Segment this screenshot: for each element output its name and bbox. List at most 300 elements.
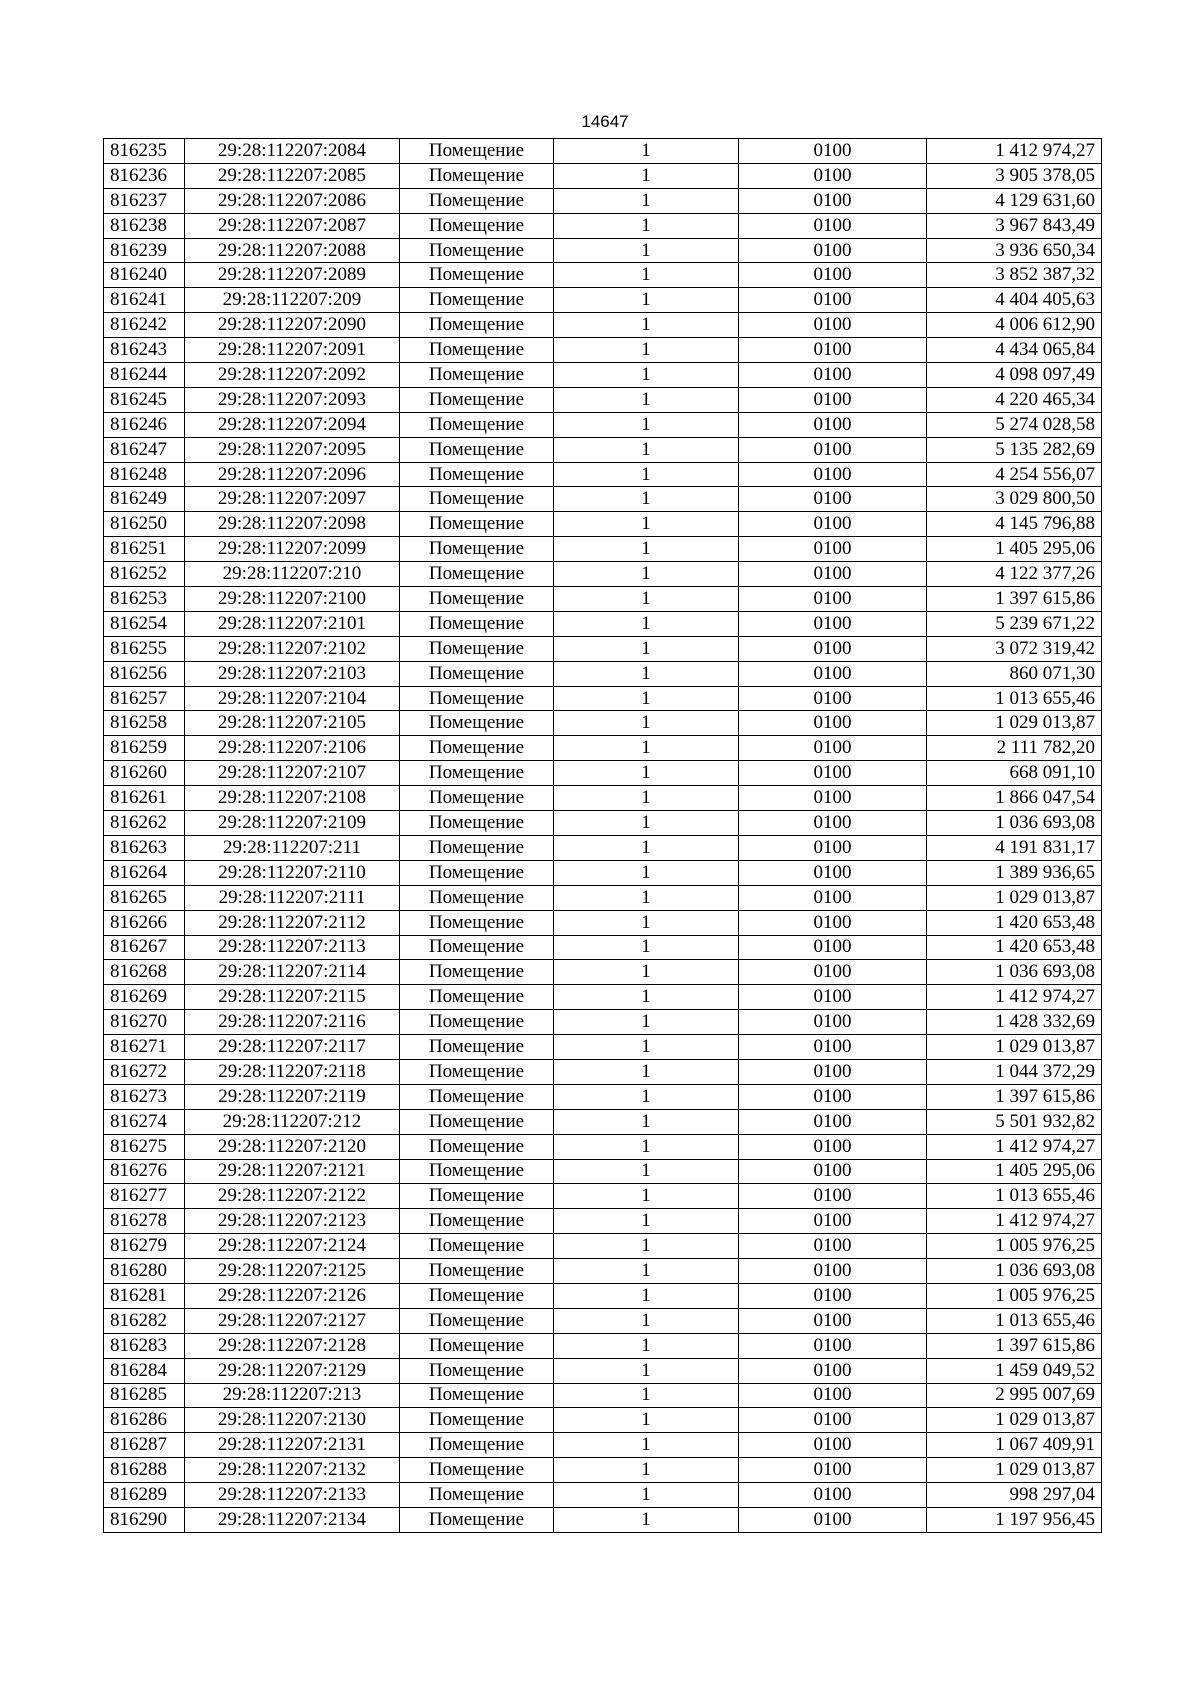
cadastral-cost-cell: 4 122 377,26: [927, 562, 1102, 587]
table-row: [104, 1308, 1102, 1333]
table-row: [104, 611, 1102, 636]
cadastral-number-cell: 29:28:112207:2099: [185, 537, 400, 562]
record-number-cell: 816236: [104, 163, 185, 188]
code-cell: 0100: [739, 1283, 927, 1308]
table-row: [104, 935, 1102, 960]
record-number-cell: 816282: [104, 1308, 185, 1333]
object-type-cell: Помещение: [400, 1358, 554, 1383]
object-type-cell: Помещение: [400, 1184, 554, 1209]
table-row: [104, 313, 1102, 338]
object-type-cell: Помещение: [400, 910, 554, 935]
record-number-cell: 816278: [104, 1209, 185, 1234]
table-row: [104, 1159, 1102, 1184]
quantity-cell: 1: [554, 910, 739, 935]
record-number-cell: 816251: [104, 537, 185, 562]
table-row: [104, 661, 1102, 686]
table-row: [104, 711, 1102, 736]
table-row: [104, 437, 1102, 462]
table-row: [104, 1109, 1102, 1134]
object-type-cell: Помещение: [400, 1084, 554, 1109]
record-number-cell: 816252: [104, 562, 185, 587]
quantity-cell: 1: [554, 1333, 739, 1358]
cadastral-cost-cell: 3 029 800,50: [927, 487, 1102, 512]
table-row: [104, 462, 1102, 487]
table-row: [104, 537, 1102, 562]
quantity-cell: 1: [554, 885, 739, 910]
cadastral-cost-cell: 3 852 387,32: [927, 263, 1102, 288]
table-row: [104, 1283, 1102, 1308]
quantity-cell: 1: [554, 1308, 739, 1333]
object-type-cell: Помещение: [400, 313, 554, 338]
object-type-cell: Помещение: [400, 1483, 554, 1508]
code-cell: 0100: [739, 811, 927, 836]
quantity-cell: 1: [554, 1458, 739, 1483]
cadastral-cost-cell: 1 067 409,91: [927, 1433, 1102, 1458]
cadastral-number-cell: 29:28:112207:2108: [185, 786, 400, 811]
cadastral-number-cell: 29:28:112207:2117: [185, 1035, 400, 1060]
cadastral-cost-cell: 4 098 097,49: [927, 363, 1102, 388]
table-row: [104, 985, 1102, 1010]
object-type-cell: Помещение: [400, 736, 554, 761]
cadastral-cost-cell: 1 013 655,46: [927, 1184, 1102, 1209]
table-row: [104, 1433, 1102, 1458]
cadastral-number-cell: 29:28:112207:2113: [185, 935, 400, 960]
code-cell: 0100: [739, 1209, 927, 1234]
table-row: [104, 288, 1102, 313]
table-row: [104, 412, 1102, 437]
cadastral-cost-cell: 2 111 782,20: [927, 736, 1102, 761]
record-number-cell: 816268: [104, 960, 185, 985]
code-cell: 0100: [739, 611, 927, 636]
record-number-cell: 816258: [104, 711, 185, 736]
quantity-cell: 1: [554, 811, 739, 836]
code-cell: 0100: [739, 437, 927, 462]
object-type-cell: Помещение: [400, 1283, 554, 1308]
quantity-cell: 1: [554, 1383, 739, 1408]
cadastral-number-cell: 29:28:112207:2133: [185, 1483, 400, 1508]
cadastral-cost-cell: 1 420 653,48: [927, 910, 1102, 935]
cadastral-number-cell: 29:28:112207:2122: [185, 1184, 400, 1209]
quantity-cell: 1: [554, 338, 739, 363]
cadastral-cost-cell: 3 967 843,49: [927, 213, 1102, 238]
table-row: [104, 786, 1102, 811]
cadastral-cost-cell: 1 197 956,45: [927, 1507, 1102, 1532]
table-row: [104, 1383, 1102, 1408]
record-number-cell: 816267: [104, 935, 185, 960]
table-row: [104, 1010, 1102, 1035]
record-number-cell: 816265: [104, 885, 185, 910]
cadastral-number-cell: 29:28:112207:2095: [185, 437, 400, 462]
quantity-cell: 1: [554, 213, 739, 238]
code-cell: 0100: [739, 587, 927, 612]
record-number-cell: 816254: [104, 611, 185, 636]
object-type-cell: Помещение: [400, 1333, 554, 1358]
quantity-cell: 1: [554, 462, 739, 487]
cadastral-number-cell: 29:28:112207:2134: [185, 1507, 400, 1532]
cadastral-number-cell: 29:28:112207:2118: [185, 1059, 400, 1084]
object-type-cell: Помещение: [400, 387, 554, 412]
cadastral-number-cell: 29:28:112207:2097: [185, 487, 400, 512]
object-type-cell: Помещение: [400, 761, 554, 786]
cadastral-number-cell: 29:28:112207:2128: [185, 1333, 400, 1358]
cadastral-number-cell: 29:28:112207:2103: [185, 661, 400, 686]
cadastral-cost-cell: 1 412 974,27: [927, 1209, 1102, 1234]
quantity-cell: 1: [554, 960, 739, 985]
table-row: [104, 1209, 1102, 1234]
cadastral-number-cell: 29:28:112207:2089: [185, 263, 400, 288]
quantity-cell: 1: [554, 1059, 739, 1084]
cadastral-number-cell: 29:28:112207:213: [185, 1383, 400, 1408]
record-number-cell: 816253: [104, 587, 185, 612]
record-number-cell: 816239: [104, 238, 185, 263]
object-type-cell: Помещение: [400, 686, 554, 711]
record-number-cell: 816286: [104, 1408, 185, 1433]
record-number-cell: 816270: [104, 1010, 185, 1035]
cadastral-number-cell: 29:28:112207:210: [185, 562, 400, 587]
table-row: [104, 238, 1102, 263]
code-cell: 0100: [739, 1059, 927, 1084]
code-cell: 0100: [739, 188, 927, 213]
cadastral-number-cell: 29:28:112207:2090: [185, 313, 400, 338]
cadastral-number-cell: 29:28:112207:2120: [185, 1134, 400, 1159]
record-number-cell: 816280: [104, 1259, 185, 1284]
quantity-cell: 1: [554, 761, 739, 786]
quantity-cell: 1: [554, 1358, 739, 1383]
object-type-cell: Помещение: [400, 960, 554, 985]
object-type-cell: Помещение: [400, 213, 554, 238]
object-type-cell: Помещение: [400, 462, 554, 487]
cadastral-cost-cell: 3 936 650,34: [927, 238, 1102, 263]
object-type-cell: Помещение: [400, 1308, 554, 1333]
object-type-cell: Помещение: [400, 1507, 554, 1532]
quantity-cell: 1: [554, 1109, 739, 1134]
code-cell: 0100: [739, 1507, 927, 1532]
code-cell: 0100: [739, 412, 927, 437]
object-type-cell: Помещение: [400, 363, 554, 388]
quantity-cell: 1: [554, 487, 739, 512]
cadastral-number-cell: 29:28:112207:2123: [185, 1209, 400, 1234]
table-row: [104, 587, 1102, 612]
object-type-cell: Помещение: [400, 288, 554, 313]
cadastral-cost-cell: 1 036 693,08: [927, 960, 1102, 985]
cadastral-cost-cell: 1 866 047,54: [927, 786, 1102, 811]
quantity-cell: 1: [554, 1209, 739, 1234]
object-type-cell: Помещение: [400, 512, 554, 537]
code-cell: 0100: [739, 1408, 927, 1433]
object-type-cell: Помещение: [400, 1059, 554, 1084]
code-cell: 0100: [739, 1259, 927, 1284]
quantity-cell: 1: [554, 935, 739, 960]
table-row: [104, 263, 1102, 288]
table-row: [104, 1234, 1102, 1259]
object-type-cell: Помещение: [400, 1134, 554, 1159]
record-number-cell: 816256: [104, 661, 185, 686]
record-number-cell: 816248: [104, 462, 185, 487]
table-row: [104, 761, 1102, 786]
record-number-cell: 816257: [104, 686, 185, 711]
record-number-cell: 816255: [104, 636, 185, 661]
record-number-cell: 816279: [104, 1234, 185, 1259]
object-type-cell: Помещение: [400, 661, 554, 686]
cadastral-number-cell: 29:28:112207:2105: [185, 711, 400, 736]
cadastral-number-cell: 29:28:112207:2112: [185, 910, 400, 935]
record-number-cell: 816260: [104, 761, 185, 786]
quantity-cell: 1: [554, 1134, 739, 1159]
code-cell: 0100: [739, 537, 927, 562]
quantity-cell: 1: [554, 686, 739, 711]
table-row: [104, 338, 1102, 363]
cadastral-cost-cell: 1 029 013,87: [927, 1035, 1102, 1060]
code-cell: 0100: [739, 985, 927, 1010]
record-number-cell: 816271: [104, 1035, 185, 1060]
cadastral-number-cell: 29:28:112207:2127: [185, 1308, 400, 1333]
object-type-cell: Помещение: [400, 811, 554, 836]
cadastral-cost-cell: 4 434 065,84: [927, 338, 1102, 363]
cadastral-number-cell: 29:28:112207:2093: [185, 387, 400, 412]
quantity-cell: 1: [554, 1283, 739, 1308]
cadastral-number-cell: 29:28:112207:2102: [185, 636, 400, 661]
code-cell: 0100: [739, 960, 927, 985]
quantity-cell: 1: [554, 263, 739, 288]
table-row: [104, 1084, 1102, 1109]
registry-table-body: [104, 139, 1102, 1533]
cadastral-number-cell: 29:28:112207:2101: [185, 611, 400, 636]
cadastral-cost-cell: 5 274 028,58: [927, 412, 1102, 437]
table-row: [104, 512, 1102, 537]
table-row: [104, 1458, 1102, 1483]
cadastral-cost-cell: 4 145 796,88: [927, 512, 1102, 537]
record-number-cell: 816238: [104, 213, 185, 238]
quantity-cell: 1: [554, 363, 739, 388]
cadastral-number-cell: 29:28:112207:2104: [185, 686, 400, 711]
table-row: [104, 139, 1102, 164]
record-number-cell: 816266: [104, 910, 185, 935]
cadastral-cost-cell: 1 029 013,87: [927, 885, 1102, 910]
cadastral-number-cell: 29:28:112207:209: [185, 288, 400, 313]
cadastral-cost-cell: 1 389 936,65: [927, 860, 1102, 885]
record-number-cell: 816237: [104, 188, 185, 213]
cadastral-cost-cell: 5 239 671,22: [927, 611, 1102, 636]
record-number-cell: 816240: [104, 263, 185, 288]
quantity-cell: 1: [554, 188, 739, 213]
code-cell: 0100: [739, 213, 927, 238]
object-type-cell: Помещение: [400, 636, 554, 661]
code-cell: 0100: [739, 1483, 927, 1508]
cadastral-cost-cell: 5 501 932,82: [927, 1109, 1102, 1134]
cadastral-cost-cell: 5 135 282,69: [927, 437, 1102, 462]
record-number-cell: 816235: [104, 139, 185, 164]
quantity-cell: 1: [554, 711, 739, 736]
cadastral-number-cell: 29:28:112207:2087: [185, 213, 400, 238]
code-cell: 0100: [739, 786, 927, 811]
table-row: [104, 1035, 1102, 1060]
table-row: [104, 736, 1102, 761]
cadastral-cost-cell: 4 191 831,17: [927, 835, 1102, 860]
cadastral-cost-cell: 1 412 974,27: [927, 1134, 1102, 1159]
code-cell: 0100: [739, 1234, 927, 1259]
object-type-cell: Помещение: [400, 338, 554, 363]
cadastral-number-cell: 29:28:112207:2107: [185, 761, 400, 786]
cadastral-number-cell: 29:28:112207:2116: [185, 1010, 400, 1035]
table-row: [104, 562, 1102, 587]
code-cell: 0100: [739, 263, 927, 288]
cadastral-number-cell: 29:28:112207:2106: [185, 736, 400, 761]
cadastral-cost-cell: 2 995 007,69: [927, 1383, 1102, 1408]
code-cell: 0100: [739, 512, 927, 537]
table-row: [104, 1059, 1102, 1084]
quantity-cell: 1: [554, 1159, 739, 1184]
cadastral-cost-cell: 4 220 465,34: [927, 387, 1102, 412]
quantity-cell: 1: [554, 1408, 739, 1433]
record-number-cell: 816247: [104, 437, 185, 462]
code-cell: 0100: [739, 238, 927, 263]
cadastral-cost-cell: 1 397 615,86: [927, 587, 1102, 612]
quantity-cell: 1: [554, 562, 739, 587]
code-cell: 0100: [739, 661, 927, 686]
cadastral-number-cell: 29:28:112207:2119: [185, 1084, 400, 1109]
record-number-cell: 816269: [104, 985, 185, 1010]
code-cell: 0100: [739, 139, 927, 164]
object-type-cell: Помещение: [400, 1109, 554, 1134]
code-cell: 0100: [739, 288, 927, 313]
cadastral-cost-cell: 1 420 653,48: [927, 935, 1102, 960]
cadastral-cost-cell: 1 036 693,08: [927, 811, 1102, 836]
cadastral-cost-cell: 1 036 693,08: [927, 1259, 1102, 1284]
code-cell: 0100: [739, 163, 927, 188]
code-cell: 0100: [739, 338, 927, 363]
object-type-cell: Помещение: [400, 1010, 554, 1035]
cadastral-cost-cell: 998 297,04: [927, 1483, 1102, 1508]
code-cell: 0100: [739, 860, 927, 885]
quantity-cell: 1: [554, 412, 739, 437]
table-row: [104, 686, 1102, 711]
cadastral-number-cell: 29:28:112207:2132: [185, 1458, 400, 1483]
object-type-cell: Помещение: [400, 163, 554, 188]
table-row: [104, 1259, 1102, 1284]
quantity-cell: 1: [554, 387, 739, 412]
quantity-cell: 1: [554, 288, 739, 313]
cadastral-number-cell: 29:28:112207:2091: [185, 338, 400, 363]
record-number-cell: 816243: [104, 338, 185, 363]
quantity-cell: 1: [554, 1259, 739, 1284]
quantity-cell: 1: [554, 835, 739, 860]
cadastral-cost-cell: 860 071,30: [927, 661, 1102, 686]
cadastral-number-cell: 29:28:112207:2130: [185, 1408, 400, 1433]
quantity-cell: 1: [554, 736, 739, 761]
record-number-cell: 816287: [104, 1433, 185, 1458]
page-number: 14647: [581, 112, 629, 131]
record-number-cell: 816250: [104, 512, 185, 537]
record-number-cell: 816276: [104, 1159, 185, 1184]
quantity-cell: 1: [554, 512, 739, 537]
quantity-cell: 1: [554, 1433, 739, 1458]
quantity-cell: 1: [554, 611, 739, 636]
object-type-cell: Помещение: [400, 587, 554, 612]
cadastral-number-cell: 29:28:112207:2125: [185, 1259, 400, 1284]
record-number-cell: 816288: [104, 1458, 185, 1483]
record-number-cell: 816275: [104, 1134, 185, 1159]
record-number-cell: 816249: [104, 487, 185, 512]
cadastral-cost-cell: 1 005 976,25: [927, 1283, 1102, 1308]
table-row: [104, 910, 1102, 935]
object-type-cell: Помещение: [400, 537, 554, 562]
cadastral-number-cell: 29:28:112207:2096: [185, 462, 400, 487]
record-number-cell: 816284: [104, 1358, 185, 1383]
cadastral-number-cell: 29:28:112207:2084: [185, 139, 400, 164]
cadastral-number-cell: 29:28:112207:2111: [185, 885, 400, 910]
quantity-cell: 1: [554, 537, 739, 562]
cadastral-cost-cell: 1 044 372,29: [927, 1059, 1102, 1084]
code-cell: 0100: [739, 1134, 927, 1159]
cadastral-cost-cell: 668 091,10: [927, 761, 1102, 786]
code-cell: 0100: [739, 935, 927, 960]
cadastral-cost-cell: 1 459 049,52: [927, 1358, 1102, 1383]
object-type-cell: Помещение: [400, 1259, 554, 1284]
registry-table: [103, 138, 1102, 1533]
code-cell: 0100: [739, 885, 927, 910]
record-number-cell: 816283: [104, 1333, 185, 1358]
quantity-cell: 1: [554, 139, 739, 164]
cadastral-number-cell: 29:28:112207:2109: [185, 811, 400, 836]
cadastral-cost-cell: 4 404 405,63: [927, 288, 1102, 313]
table-row: [104, 163, 1102, 188]
record-number-cell: 816264: [104, 860, 185, 885]
object-type-cell: Помещение: [400, 562, 554, 587]
object-type-cell: Помещение: [400, 711, 554, 736]
object-type-cell: Помещение: [400, 611, 554, 636]
cadastral-cost-cell: 1 412 974,27: [927, 985, 1102, 1010]
cadastral-number-cell: 29:28:112207:2129: [185, 1358, 400, 1383]
object-type-cell: Помещение: [400, 1234, 554, 1259]
quantity-cell: 1: [554, 1035, 739, 1060]
quantity-cell: 1: [554, 661, 739, 686]
table-row: [104, 387, 1102, 412]
table-row: [104, 1507, 1102, 1532]
quantity-cell: 1: [554, 636, 739, 661]
record-number-cell: 816272: [104, 1059, 185, 1084]
code-cell: 0100: [739, 686, 927, 711]
cadastral-cost-cell: 1 013 655,46: [927, 686, 1102, 711]
table-row: [104, 1408, 1102, 1433]
cadastral-number-cell: 29:28:112207:2131: [185, 1433, 400, 1458]
cadastral-number-cell: 29:28:112207:2121: [185, 1159, 400, 1184]
record-number-cell: 816245: [104, 387, 185, 412]
code-cell: 0100: [739, 1084, 927, 1109]
code-cell: 0100: [739, 835, 927, 860]
table-row: [104, 213, 1102, 238]
cadastral-number-cell: 29:28:112207:2126: [185, 1283, 400, 1308]
cadastral-cost-cell: 4 006 612,90: [927, 313, 1102, 338]
quantity-cell: 1: [554, 860, 739, 885]
table-row: [104, 636, 1102, 661]
record-number-cell: 816242: [104, 313, 185, 338]
code-cell: 0100: [739, 711, 927, 736]
object-type-cell: Помещение: [400, 1383, 554, 1408]
object-type-cell: Помещение: [400, 238, 554, 263]
quantity-cell: 1: [554, 1084, 739, 1109]
object-type-cell: Помещение: [400, 437, 554, 462]
code-cell: 0100: [739, 1184, 927, 1209]
code-cell: 0100: [739, 1433, 927, 1458]
object-type-cell: Помещение: [400, 263, 554, 288]
table-row: [104, 487, 1102, 512]
cadastral-cost-cell: 4 129 631,60: [927, 188, 1102, 213]
code-cell: 0100: [739, 761, 927, 786]
code-cell: 0100: [739, 313, 927, 338]
table-row: [104, 835, 1102, 860]
table-row: [104, 1134, 1102, 1159]
record-number-cell: 816273: [104, 1084, 185, 1109]
